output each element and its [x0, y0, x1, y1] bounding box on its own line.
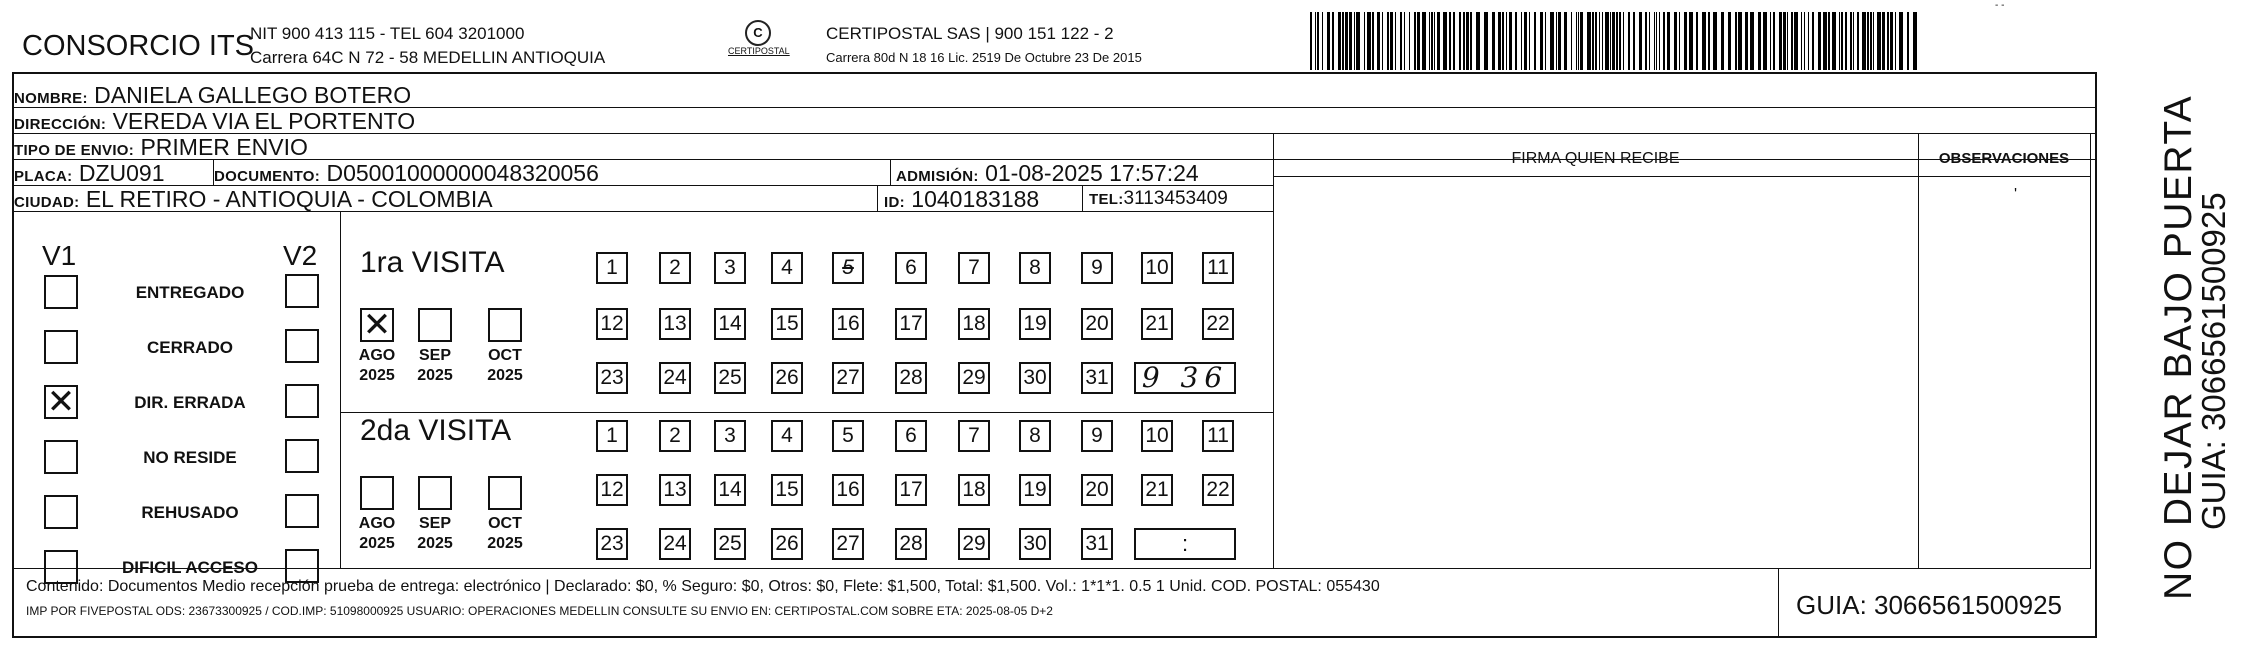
barcode-bar [1327, 12, 1330, 70]
firma-heading: FIRMA QUIEN RECIBE [1511, 150, 1680, 167]
v2-checkbox[interactable] [285, 329, 319, 363]
barcode-bar [1315, 12, 1316, 70]
barcode-bar [1728, 12, 1731, 70]
visit2-day[interactable]: 11 [1202, 420, 1234, 452]
barcode-bar [1845, 12, 1847, 70]
certipostal-info [826, 22, 1142, 70]
visit2-day[interactable]: 8 [1019, 420, 1051, 452]
barcode-bar [1317, 12, 1319, 70]
barcode-bar [1502, 12, 1504, 70]
barcode-bar [1550, 12, 1554, 70]
barcode-bar [1812, 12, 1814, 70]
visit2-day[interactable]: 15 [771, 474, 803, 506]
visit2-month-label: AGO 2025 [358, 515, 396, 552]
barcode-bar [1663, 12, 1665, 70]
barcode-bar [1857, 12, 1859, 70]
barcode-bar [1801, 12, 1802, 70]
v1-checkbox[interactable]: ✕ [44, 385, 78, 419]
barcode-bar [1602, 12, 1603, 70]
barcode-bar [1382, 12, 1383, 70]
barcode-bar [1689, 12, 1693, 70]
barcode-bar [1804, 12, 1805, 70]
visit2-day[interactable]: 6 [895, 420, 927, 452]
visit1-day[interactable]: 26 [771, 362, 803, 394]
barcode-bar [1702, 12, 1706, 70]
barcode-bar [1870, 12, 1872, 70]
barcode-bar [1515, 12, 1517, 70]
visit1-title: 1ra VISITA [360, 246, 505, 279]
certipostal-logo [728, 20, 788, 66]
tipo-value: PRIMER ENVIO [140, 134, 308, 160]
barcode-bar [1649, 12, 1650, 70]
barcode-bar [1899, 12, 1903, 70]
barcode-bar [1853, 12, 1854, 70]
footer-divider [1778, 568, 1779, 636]
id-group [884, 186, 1039, 216]
barcode-bar [1534, 12, 1536, 70]
barcode-bar [1580, 12, 1583, 70]
barcode-bar [1587, 12, 1591, 70]
visit2-month-label: SEP 2025 [417, 515, 453, 552]
firma-left-border [1273, 134, 1274, 568]
barcode-bar [1372, 12, 1374, 70]
barcode-bar [1571, 12, 1572, 70]
barcode-bar [1667, 12, 1670, 70]
barcode-bar [1623, 12, 1624, 70]
visit1-day[interactable]: 20 [1081, 308, 1113, 340]
direccion-label: DIRECCIÓN: [14, 116, 107, 133]
barcode-bar [1735, 12, 1737, 70]
barcode-bar [1506, 12, 1507, 70]
visit2-day[interactable]: 12 [596, 474, 628, 506]
barcode-bar [1873, 12, 1874, 70]
barcode-bar [1364, 12, 1365, 70]
visit1-time-box[interactable]: 9 36 [1134, 362, 1236, 394]
v1-checkbox[interactable] [44, 275, 78, 309]
visit2-day[interactable]: 4 [771, 420, 803, 452]
barcode-bar [1367, 12, 1371, 70]
visit1-day[interactable]: 27 [832, 362, 864, 394]
barcode-bar [1434, 12, 1435, 70]
barcode-bar [1463, 12, 1465, 70]
barcode-bar [1877, 12, 1881, 70]
visit2-month-checkbox[interactable] [488, 476, 522, 510]
side-guia: GUIA: 3066561500925 [2195, 192, 2232, 530]
barcode-bar [1773, 12, 1775, 70]
visit2-day[interactable]: 5 [832, 420, 864, 452]
obs-mark: ' [2014, 186, 2018, 203]
visit1-day[interactable]: 24 [659, 362, 691, 394]
id-value: 1040183188 [911, 186, 1040, 212]
documento-label: DOCUMENTO: [214, 168, 321, 185]
status-label: NO RESIDE [143, 448, 237, 467]
visit1-day[interactable]: 12 [596, 308, 628, 340]
barcode-bar [1616, 12, 1618, 70]
visit1-day[interactable]: 17 [895, 308, 927, 340]
barcode-bar [1354, 12, 1355, 70]
visit1-day[interactable]: 13 [659, 308, 691, 340]
certipostal-license: Carrera 80d N 18 16 Lic. 2519 De Octubre 23 De 2015 [826, 50, 1142, 65]
visit1-day[interactable]: 14 [714, 308, 746, 340]
barcode-bar [1862, 12, 1866, 70]
barcode-bar [1708, 12, 1710, 70]
visit2-time-box[interactable]: : [1134, 528, 1236, 560]
sep [890, 160, 891, 186]
admision-label: ADMISIÓN: [896, 168, 979, 185]
visit2-title: 2da VISITA [360, 414, 512, 447]
barcode-bar [1823, 12, 1827, 70]
visit2-day[interactable]: 20 [1081, 474, 1113, 506]
footer-guia: GUIA: 3066561500925 [1796, 590, 2062, 620]
visit1-month-label: AGO 2025 [358, 347, 396, 384]
logo-mark-icon: C [745, 20, 771, 46]
barcode-bar [1610, 12, 1611, 70]
visit2-day[interactable]: 14 [714, 474, 746, 506]
v1-checkbox[interactable] [44, 495, 78, 529]
barcode-bar [1466, 12, 1469, 70]
v2-checkbox[interactable] [285, 494, 319, 528]
visit2-day[interactable]: 3 [714, 420, 746, 452]
obs-right-border [2090, 134, 2091, 568]
barcode-bar [1521, 12, 1522, 70]
visit2-day[interactable]: 29 [958, 528, 990, 560]
visit1-day[interactable]: 6 [895, 252, 927, 284]
company-name: CONSORCIO ITS [22, 30, 255, 62]
visit2-day[interactable]: 26 [771, 528, 803, 560]
corner-marks: - - [1995, 0, 2005, 11]
barcode-bar [1867, 12, 1869, 70]
barcode-bar [1696, 12, 1698, 70]
placa-label: PLACA: [14, 168, 73, 185]
visit1-day[interactable]: 25 [714, 362, 746, 394]
side-warning: NO DEJAR BAJO PUERTA [2157, 94, 2200, 600]
barcode-bar [1595, 12, 1597, 70]
barcode-bar [1310, 12, 1312, 70]
footer-top-line [14, 568, 2091, 569]
barcode-bar [1882, 12, 1885, 70]
barcode-bar [1395, 12, 1396, 70]
visit2-day[interactable]: 25 [714, 528, 746, 560]
documento-value: D05001000000048320056 [326, 160, 599, 186]
visit1-day[interactable]: 2 [659, 252, 691, 284]
barcode-bar [1828, 12, 1830, 70]
barcode-bar [1818, 12, 1821, 70]
barcode-bar [1913, 12, 1917, 70]
visit1-month-label: SEP 2025 [417, 347, 453, 384]
visit1-day[interactable]: 29 [958, 362, 990, 394]
status-divider [340, 212, 341, 568]
tel-label: TEL: [1089, 191, 1124, 208]
barcode-bar [1449, 12, 1451, 70]
barcode-bar [1639, 12, 1642, 70]
barcode-bar [1745, 12, 1748, 70]
barcode-bar [1808, 12, 1809, 70]
barcode-bar [1404, 12, 1405, 70]
sig-head-line [1273, 176, 2091, 177]
visit1-day[interactable]: 8 [1019, 252, 1051, 284]
visit1-day[interactable]: 1 [596, 252, 628, 284]
barcode-bar [1659, 12, 1660, 70]
obs-left-border [1918, 134, 1919, 568]
row-ciudad [14, 186, 1274, 212]
visit2-day[interactable]: 13 [659, 474, 691, 506]
company-nit: NIT 900 413 115 - TEL 604 3201000 [250, 24, 525, 43]
barcode-bar [1794, 12, 1798, 70]
barcode-bar [1345, 12, 1348, 70]
visit2-day[interactable]: 28 [895, 528, 927, 560]
v2-checkbox[interactable] [285, 384, 319, 418]
barcode-bar [1679, 12, 1680, 70]
barcode-bar [1417, 12, 1420, 70]
visit1-day[interactable]: 16 [832, 308, 864, 340]
barcode-bar [1841, 12, 1843, 70]
status-label: CERRADO [147, 338, 233, 357]
barcode-bar [1763, 12, 1767, 70]
placa-value: DZU091 [78, 160, 165, 186]
id-label: ID: [884, 194, 905, 211]
visit1-day[interactable]: 3 [714, 252, 746, 284]
certipostal-name: CERTIPOSTAL SAS | 900 151 122 - 2 [826, 24, 1114, 43]
visit1-day[interactable]: 18 [958, 308, 990, 340]
visit2-month-checkbox[interactable] [360, 476, 394, 510]
barcode-bar [1654, 12, 1655, 70]
visit2-day[interactable]: 18 [958, 474, 990, 506]
barcode-bar [1545, 12, 1546, 70]
tel-group [1089, 186, 1228, 213]
visit1-day[interactable]: 22 [1202, 308, 1234, 340]
barcode-bar [1832, 12, 1836, 70]
visit2-day[interactable]: 2 [659, 420, 691, 452]
barcode-bar [1476, 12, 1480, 70]
visit2-day[interactable]: 7 [958, 420, 990, 452]
barcode-bar [1645, 12, 1647, 70]
visit2-day[interactable]: 19 [1019, 474, 1051, 506]
nombre-label: NOMBRE: [14, 90, 88, 107]
barcode-bar [1770, 12, 1771, 70]
barcode-bar [1322, 12, 1323, 70]
tipo-label: TIPO DE ENVIO: [14, 142, 135, 159]
barcode-bar [1750, 12, 1754, 70]
company-address: Carrera 64C N 72 - 58 MEDELLIN ANTIOQUIA [250, 48, 606, 67]
visit2-day[interactable]: 21 [1141, 474, 1173, 506]
ciudad-label: CIUDAD: [14, 194, 80, 211]
sep [213, 160, 214, 186]
barcode-bar [1443, 12, 1447, 70]
barcode-bar [1783, 12, 1786, 70]
v1-checkbox[interactable] [44, 440, 78, 474]
visit1-day[interactable]: 28 [895, 362, 927, 394]
barcode-bar [1576, 12, 1577, 70]
barcode-bar [1509, 12, 1512, 70]
logo-text: CERTIPOSTAL [728, 46, 790, 56]
barcode-bar [1431, 12, 1433, 70]
visit2-month-checkbox[interactable] [418, 476, 452, 510]
barcode-bar [1791, 12, 1793, 70]
barcode-bar [1332, 12, 1334, 70]
barcode-bar [1619, 12, 1621, 70]
company-contact [250, 22, 605, 70]
visit1-day[interactable]: 11 [1202, 252, 1234, 284]
row-placa [14, 160, 1274, 186]
barcode-bar [1409, 12, 1410, 70]
barcode-bar [1377, 12, 1380, 70]
visit1-day[interactable]: 5 [832, 252, 864, 284]
visit2-day[interactable]: 24 [659, 528, 691, 560]
barcode-bar [1400, 12, 1402, 70]
barcode-bar [1459, 12, 1461, 70]
barcode-bar [1356, 12, 1360, 70]
barcode-bar [1349, 12, 1352, 70]
visit2-day[interactable]: 23 [596, 528, 628, 560]
status-label: DIFICIL ACCESO [121, 558, 258, 577]
barcode-bar [1839, 12, 1840, 70]
barcode-bar [1907, 12, 1909, 70]
visit1-month-label: OCT 2025 [487, 347, 523, 384]
obs-heading: OBSERVACIONES [1938, 150, 2070, 167]
barcode-bar [1342, 12, 1344, 70]
status-label: REHUSADO [141, 503, 239, 522]
row-nombre [14, 82, 2097, 108]
visit1-day[interactable]: 9 [1081, 252, 1113, 284]
v1-heading: V1 [42, 240, 77, 271]
visit2-day[interactable]: 1 [596, 420, 628, 452]
ciudad-value: EL RETIRO - ANTIOQUIA - COLOMBIA [85, 186, 493, 212]
status-label: ENTREGADO [135, 283, 245, 302]
visit2-day[interactable]: 17 [895, 474, 927, 506]
visit2-day[interactable]: 31 [1081, 528, 1113, 560]
nombre-value: DANIELA GALLEGO BOTERO [94, 82, 412, 108]
barcode-bar [1779, 12, 1782, 70]
barcode-bar [1599, 12, 1600, 70]
visit2-day[interactable]: 10 [1141, 420, 1173, 452]
barcode-bar [1895, 12, 1896, 70]
barcode-bar [1887, 12, 1889, 70]
visit1-day[interactable]: 23 [596, 362, 628, 394]
visit-divider [340, 412, 1273, 413]
barcode-bar [1414, 12, 1416, 70]
barcode-bar [1674, 12, 1677, 70]
visit1-month-checkbox[interactable]: ✕ [360, 308, 394, 342]
barcode-bar [1556, 12, 1557, 70]
barcode-bar [1524, 12, 1527, 70]
barcode-bar [1633, 12, 1635, 70]
visit1-day[interactable]: 7 [958, 252, 990, 284]
barcode [1310, 12, 1922, 72]
footer-imp: IMP POR FIVEPOSTAL ODS: 23673300925 / COD.IMP: 51098000925 USUARIO: OPERACIONES MEDELLIN CONSULTE SU ENVIO EN: CERTIPOSTAL.COM SOBRE ETA: 2025-08-05 D+2 [26, 604, 1053, 618]
barcode-bar [1738, 12, 1742, 70]
barcode-bar [1429, 12, 1430, 70]
barcode-bar [1540, 12, 1543, 70]
barcode-bar [1437, 12, 1440, 70]
visit1-day[interactable]: 15 [771, 308, 803, 340]
admision-value: 01-08-2025 17:57:24 [985, 160, 1199, 186]
barcode-bar [1558, 12, 1561, 70]
visit1-day[interactable]: 4 [771, 252, 803, 284]
visit2-day[interactable]: 16 [832, 474, 864, 506]
barcode-bar [1387, 12, 1389, 70]
barcode-bar [1713, 12, 1717, 70]
barcode-bar [1656, 12, 1657, 70]
barcode-bar [1605, 12, 1609, 70]
tel-value: 3113453409 [1123, 188, 1228, 209]
barcode-bar [1787, 12, 1788, 70]
visit2-day[interactable]: 30 [1019, 528, 1051, 560]
visit2-month-label: OCT 2025 [487, 515, 523, 552]
barcode-bar [1338, 12, 1341, 70]
v2-checkbox[interactable] [285, 439, 319, 473]
barcode-bar [1529, 12, 1530, 70]
visit1-day[interactable]: 30 [1019, 362, 1051, 394]
barcode-bar [1850, 12, 1852, 70]
barcode-bar [1484, 12, 1488, 70]
footer-content: Contenido: Documentos Medio recepción prueba de entrega: electrónico | Declarado: $0, % Seguro: $0, Otros: $0, Flete: $1,500, Total: $1,500. Vol.: 1*1*1. 0.5 1 Unid. COD. POSTAL: 055430 [26, 578, 1380, 595]
direccion-value: VEREDA VIA EL PORTENTO [112, 108, 416, 134]
v1-checkbox[interactable] [44, 330, 78, 364]
v2-heading: V2 [283, 240, 318, 271]
barcode-bar [1684, 12, 1687, 70]
barcode-bar [1890, 12, 1893, 70]
visit1-day[interactable]: 19 [1019, 308, 1051, 340]
barcode-bar [1592, 12, 1594, 70]
sep [1082, 186, 1083, 212]
row-direccion [14, 108, 2097, 134]
barcode-bar [1758, 12, 1761, 70]
v2-checkbox[interactable] [285, 274, 319, 308]
barcode-bar [1492, 12, 1495, 70]
barcode-bar [1470, 12, 1472, 70]
barcode-bar [1390, 12, 1393, 70]
status-label: DIR. ERRADA [134, 393, 246, 412]
barcode-bar [1453, 12, 1455, 70]
visit2-day[interactable]: 27 [832, 528, 864, 560]
visit1-day[interactable]: 21 [1141, 308, 1173, 340]
visit1-month-checkbox[interactable] [488, 308, 522, 342]
visit2-day[interactable]: 22 [1202, 474, 1234, 506]
barcode-bar [1612, 12, 1615, 70]
sep [877, 186, 878, 212]
visit1-day[interactable]: 31 [1081, 362, 1113, 394]
barcode-bar [1564, 12, 1567, 70]
visit1-month-checkbox[interactable] [418, 308, 452, 342]
visit2-day[interactable]: 9 [1081, 420, 1113, 452]
visit1-day[interactable]: 10 [1141, 252, 1173, 284]
barcode-bar [1422, 12, 1426, 70]
barcode-bar [1498, 12, 1501, 70]
barcode-bar [1578, 12, 1579, 70]
barcode-bar [1628, 12, 1630, 70]
barcode-bar [1721, 12, 1724, 70]
